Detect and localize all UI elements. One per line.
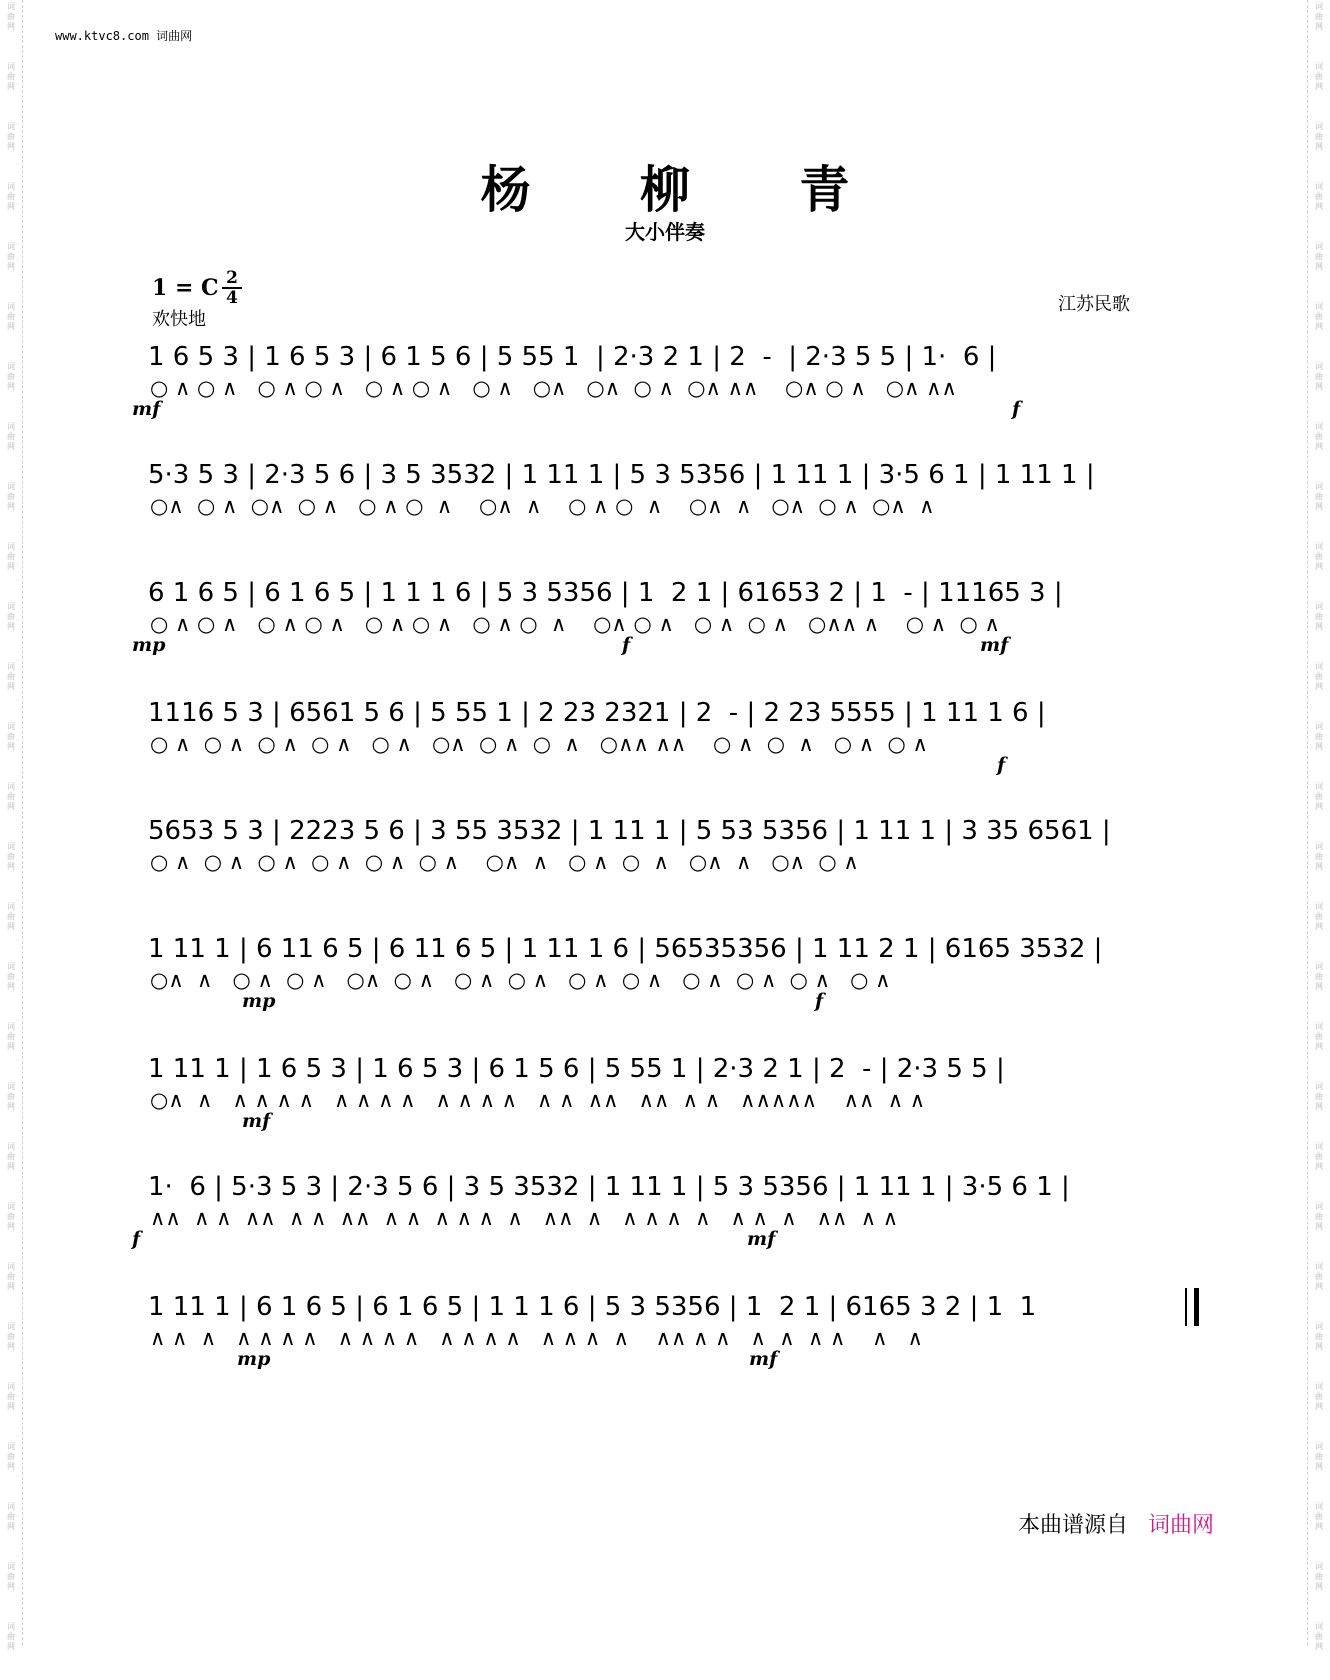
- dynamic-mark: f: [622, 634, 631, 656]
- dynamic-mark: mp: [237, 1348, 271, 1370]
- side-watermark-text: 词曲网: [7, 1502, 15, 1531]
- dynamics-row: [132, 1228, 1190, 1250]
- side-watermark-text: 词曲网: [1315, 122, 1323, 151]
- side-watermark-text: 词曲网: [1315, 1442, 1323, 1471]
- side-watermark-text: 词曲网: [7, 1322, 15, 1351]
- side-watermark-text: 词曲网: [7, 782, 15, 811]
- stroke-marks-row: ∧ ∧ ∧ ∧ ∧ ∧ ∧ ∧ ∧ ∧ ∧ ∧ ∧ ∧ ∧ ∧ ∧ ∧ ∧ ∧∧ ∧ ∧ ∧ ∧ ∧ ∧ ∧ ∧: [150, 1326, 923, 1350]
- notation-row: 1 11 1 | 6 1 6 5 | 6 1 6 5 | 1 1 1 6 | 5 3 5356 | 1 2 1 | 6165 3 2 | 1 1: [148, 1292, 1037, 1322]
- dynamic-mark: mf: [749, 1348, 778, 1370]
- notation-row: 1116 5 3 | 6561 5 6 | 5 55 1 | 2 23 2321 | 2 - | 2 23 5555 | 1 11 1 6 |: [148, 698, 1046, 728]
- side-watermark-text: 词曲网: [7, 1442, 15, 1471]
- time-signature-bottom: 4: [226, 288, 238, 308]
- composer-credit: 江苏民歌: [1058, 294, 1130, 315]
- notation-row: 1· 6 | 5·3 5 3 | 2·3 5 6 | 3 5 3532 | 1 11 1 | 5 3 5356 | 1 11 1 | 3·5 6 1 |: [148, 1172, 1070, 1202]
- dynamics-row: [140, 1348, 1190, 1370]
- side-watermark-text: 词曲网: [7, 1382, 15, 1411]
- dynamic-mark: mf: [242, 1110, 271, 1132]
- source-label: 本曲谱源自: [1018, 1513, 1129, 1538]
- side-watermark-text: 词曲网: [7, 2, 15, 31]
- side-watermark-text: 词曲网: [1315, 602, 1323, 631]
- score-line: [140, 696, 1190, 776]
- side-watermark-text: 词曲网: [1315, 1082, 1323, 1111]
- score-line: [140, 814, 1190, 876]
- side-watermark-text: 词曲网: [1315, 662, 1323, 691]
- source-site-link[interactable]: 词曲网: [1148, 1513, 1215, 1538]
- side-watermark-text: 词曲网: [1315, 242, 1323, 271]
- score-line: [132, 340, 1190, 420]
- side-watermark-text: 词曲网: [1315, 1622, 1323, 1651]
- site-watermark: [55, 27, 192, 44]
- score-line: [140, 1290, 1190, 1370]
- side-watermark-text: 词曲网: [1315, 1322, 1323, 1351]
- side-watermark-text: 词曲网: [7, 722, 15, 751]
- side-watermark-text: 词曲网: [1315, 362, 1323, 391]
- side-watermark-text: 词曲网: [1315, 962, 1323, 991]
- side-watermark-text: 词曲网: [1315, 782, 1323, 811]
- key-signature: 1 = C: [152, 275, 219, 301]
- side-watermark-text: 词曲网: [7, 962, 15, 991]
- dynamic-mark: mf: [132, 398, 161, 420]
- dynamic-mark: f: [132, 1228, 141, 1250]
- side-watermark-text: 词曲网: [7, 1262, 15, 1291]
- side-watermark-text: 词曲网: [1315, 302, 1323, 331]
- side-watermark-text: 词曲网: [1315, 1142, 1323, 1171]
- notation-row: 5653 5 3 | 2223 5 6 | 3 55 3532 | 1 11 1 | 5 53 5356 | 1 11 1 | 3 35 6561 |: [148, 816, 1111, 846]
- final-barline: [1185, 1288, 1199, 1326]
- stroke-marks-row: ○∧ ∧ ○ ∧ ○ ∧ ○∧ ○ ∧ ○ ∧ ○ ∧ ○ ∧ ○ ∧ ○ ∧ ○ ∧ ○ ∧ ○ ∧: [150, 968, 891, 992]
- side-watermark-text: 词曲网: [1315, 1502, 1323, 1531]
- side-watermark-text: 词曲网: [1315, 1382, 1323, 1411]
- side-watermark-text: 词曲网: [1315, 62, 1323, 91]
- side-watermark-text: 词曲网: [1315, 1022, 1323, 1051]
- side-watermark-text: 词曲网: [7, 662, 15, 691]
- side-watermark-text: 词曲网: [7, 542, 15, 571]
- side-watermark-text: 词曲网: [1315, 182, 1323, 211]
- dynamics-row: [132, 398, 1190, 420]
- time-signature-top: 2: [226, 268, 238, 288]
- notation-row: 1 11 1 | 6 11 6 5 | 6 11 6 5 | 1 11 1 6 | 56535356 | 1 11 2 1 | 6165 3532 |: [148, 934, 1103, 964]
- tempo-marking: 欢快地: [152, 309, 206, 330]
- side-watermark-text: 词曲网: [7, 362, 15, 391]
- time-signature: [222, 270, 242, 306]
- side-watermark-text: 词曲网: [7, 1562, 15, 1591]
- notation-row: 1 11 1 | 1 6 5 3 | 1 6 5 3 | 6 1 5 6 | 5 55 1 | 2·3 2 1 | 2 - | 2·3 5 5 |: [148, 1054, 1005, 1084]
- notation-row: 1 6 5 3 | 1 6 5 3 | 6 1 5 6 | 5 55 1 | 2·3 2 1 | 2 - | 2·3 5 5 | 1· 6 |: [148, 342, 997, 372]
- side-watermark-text: 词曲网: [7, 242, 15, 271]
- dynamics-row: [132, 634, 1190, 656]
- stroke-marks-row: ○ ∧ ○ ∧ ○ ∧ ○ ∧ ○ ∧ ○ ∧ ○ ∧ ○ ∧ ○∧ ○ ∧ ○ ∧ ○ ∧ ○∧∧ ∧ ○ ∧ ○ ∧: [150, 612, 1000, 636]
- side-watermark-text: 词曲网: [1315, 422, 1323, 451]
- side-watermark-text: 词曲网: [1315, 482, 1323, 511]
- stroke-marks-row: ○ ∧ ○ ∧ ○ ∧ ○ ∧ ○ ∧ ○ ∧ ○∧ ∧ ○ ∧ ○ ∧ ○∧ ∧ ○∧ ○ ∧: [150, 850, 859, 874]
- dynamics-row: [140, 1110, 1190, 1132]
- score-line: [140, 932, 1190, 1012]
- side-watermark-text: 词曲网: [1315, 842, 1323, 871]
- side-watermark-text: 词曲网: [7, 602, 15, 631]
- side-watermark-text: 词曲网: [1315, 902, 1323, 931]
- side-watermark-text: 词曲网: [7, 1622, 15, 1651]
- dynamic-mark: mp: [242, 990, 276, 1012]
- stroke-marks-row: ○∧ ∧ ∧ ∧ ∧ ∧ ∧ ∧ ∧ ∧ ∧ ∧ ∧ ∧ ∧ ∧ ∧∧ ∧∧ ∧ ∧ ∧∧∧∧∧ ∧∧ ∧ ∧: [150, 1088, 926, 1112]
- dynamic-mark: f: [1012, 398, 1021, 420]
- side-watermark-text: 词曲网: [7, 122, 15, 151]
- dynamic-mark: f: [815, 990, 824, 1012]
- side-watermark-text: 词曲网: [1315, 722, 1323, 751]
- dynamic-mark: mf: [980, 634, 1009, 656]
- notation-row: 6 1 6 5 | 6 1 6 5 | 1 1 1 6 | 5 3 5356 | 1 2 1 | 61653 2 | 1 - | 11165 3 |: [148, 578, 1063, 608]
- site-brand: 词曲网: [156, 29, 193, 43]
- score-subtitle: 大小伴奏: [625, 220, 705, 244]
- site-url: www.ktvc8.com: [55, 29, 149, 43]
- score-line: [132, 1170, 1190, 1250]
- side-watermark-text: 词曲网: [7, 482, 15, 511]
- score-line: [140, 1052, 1190, 1132]
- side-watermark-text: 词曲网: [7, 1022, 15, 1051]
- side-watermark-text: 词曲网: [1315, 2, 1323, 31]
- side-watermark-text: 词曲网: [7, 1202, 15, 1231]
- side-watermark-text: 词曲网: [1315, 542, 1323, 571]
- dynamics-row: [140, 754, 1190, 776]
- side-watermark-text: 词曲网: [7, 842, 15, 871]
- side-watermark-text: 词曲网: [1315, 1202, 1323, 1231]
- side-watermark-text: 词曲网: [7, 1082, 15, 1111]
- stroke-marks-row: ○ ∧ ○ ∧ ○ ∧ ○ ∧ ○ ∧ ○ ∧ ○ ∧ ○∧ ○∧ ○ ∧ ○∧ ∧∧ ○∧ ○ ∧ ○∧ ∧∧: [150, 376, 957, 400]
- side-watermark-text: 词曲网: [7, 62, 15, 91]
- side-watermark-text: 词曲网: [7, 302, 15, 331]
- side-watermark-text: 词曲网: [1315, 1562, 1323, 1591]
- right-watermark-strip: [1307, 0, 1330, 1651]
- score-line: [132, 576, 1190, 656]
- notation-row: 5·3 5 3 | 2·3 5 6 | 3 5 3532 | 1 11 1 | 5 3 5356 | 1 11 1 | 3·5 6 1 | 1 11 1 |: [148, 460, 1095, 490]
- dynamic-mark: mp: [132, 634, 166, 656]
- dynamic-mark: f: [997, 754, 1006, 776]
- score-title: 杨 柳 青: [480, 160, 896, 219]
- dynamic-mark: mf: [747, 1228, 776, 1250]
- stroke-marks-row: ○∧ ○ ∧ ○∧ ○ ∧ ○ ∧ ○ ∧ ○∧ ∧ ○ ∧ ○ ∧ ○∧ ∧ ○∧ ○ ∧ ○∧ ∧: [150, 494, 935, 518]
- side-watermark-text: 词曲网: [7, 182, 15, 211]
- dynamics-row: [140, 990, 1190, 1012]
- side-watermark-text: 词曲网: [7, 1142, 15, 1171]
- score-line: [140, 458, 1190, 520]
- left-watermark-strip: [0, 0, 23, 1651]
- stroke-marks-row: ∧∧ ∧ ∧ ∧∧ ∧ ∧ ∧∧ ∧ ∧ ∧ ∧ ∧ ∧ ∧∧ ∧ ∧ ∧ ∧ ∧ ∧ ∧ ∧ ∧∧ ∧ ∧: [150, 1206, 899, 1230]
- stroke-marks-row: ○ ∧ ○ ∧ ○ ∧ ○ ∧ ○ ∧ ○∧ ○ ∧ ○ ∧ ○∧∧ ∧∧ ○ ∧ ○ ∧ ○ ∧ ○ ∧: [150, 732, 928, 756]
- side-watermark-text: 词曲网: [7, 422, 15, 451]
- side-watermark-text: 词曲网: [7, 902, 15, 931]
- side-watermark-text: 词曲网: [1315, 1262, 1323, 1291]
